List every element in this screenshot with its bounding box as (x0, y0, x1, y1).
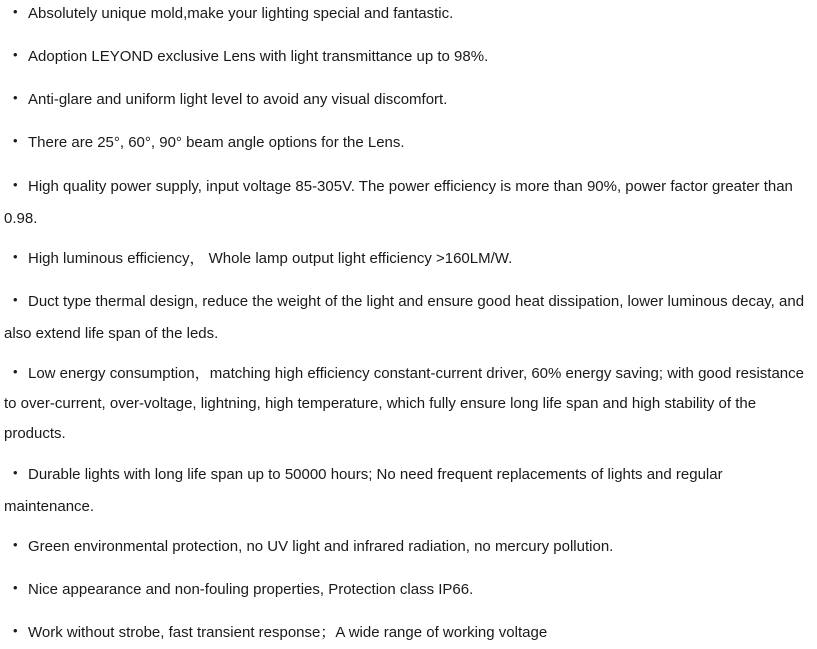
bullet-icon: • (13, 292, 18, 307)
list-item (4, 84, 814, 116)
bullet-icon: • (13, 249, 18, 264)
bullet-icon: • (13, 4, 18, 19)
list-item (4, 243, 814, 275)
bullet-icon: • (13, 537, 18, 552)
bullet-icon: • (13, 364, 18, 379)
list-item-text: Nice appearance and non-fouling properties, Protection class IP66. (28, 581, 474, 598)
list-item (4, 127, 814, 159)
bullet-icon: • (13, 133, 18, 148)
list-item (4, 359, 814, 449)
list-item (4, 41, 814, 73)
bullet-icon: • (13, 47, 18, 62)
bullet-icon: • (13, 177, 18, 192)
bullet-icon: • (13, 580, 18, 595)
list-item-text: Anti-glare and uniform light level to avoid any visual discomfort. (28, 91, 448, 108)
list-item-text: High luminous efficiency， Whole lamp output light efficiency >160LM/W. (28, 250, 513, 267)
list-item-text: Absolutely unique mold,make your lighting special and fantastic. (28, 5, 454, 22)
list-item (4, 0, 814, 30)
bullet-icon: • (13, 90, 18, 105)
bullet-icon: • (13, 465, 18, 480)
list-item-text: Low energy consumption，matching high efficiency constant-current driver, 60% energy saving; with good resistance to over-current, over-voltage, lightning, high temperature, which fully ensure long life span and high stability of the products. (4, 365, 804, 442)
list-item (4, 617, 814, 649)
list-item (4, 459, 814, 523)
list-item (4, 171, 814, 235)
list-item-text: High quality power supply, input voltage 85-305V. The power efficiency is more than 90%, power factor greater than 0.98. (4, 178, 793, 227)
list-item-text: Green environmental protection, no UV light and infrared radiation, no mercury pollution. (28, 538, 614, 555)
list-item-text: Durable lights with long life span up to 50000 hours; No need frequent replacements of lights and regular maintenance. (4, 466, 723, 515)
list-item-text: Work without strobe, fast transient response；A wide range of working voltage (28, 624, 548, 641)
list-item-text: There are 25°, 60°, 90° beam angle options for the Lens. (28, 134, 405, 151)
bullet-icon: • (13, 623, 18, 638)
list-item (4, 531, 814, 563)
list-item-text: Duct type thermal design, reduce the weight of the light and ensure good heat dissipation, lower luminous decay, and also extend life span of the leds. (4, 293, 805, 342)
list-item (4, 574, 814, 606)
list-item-text: Adoption LEYOND exclusive Lens with light transmittance up to 98%. (28, 48, 489, 65)
list-item (4, 286, 814, 350)
